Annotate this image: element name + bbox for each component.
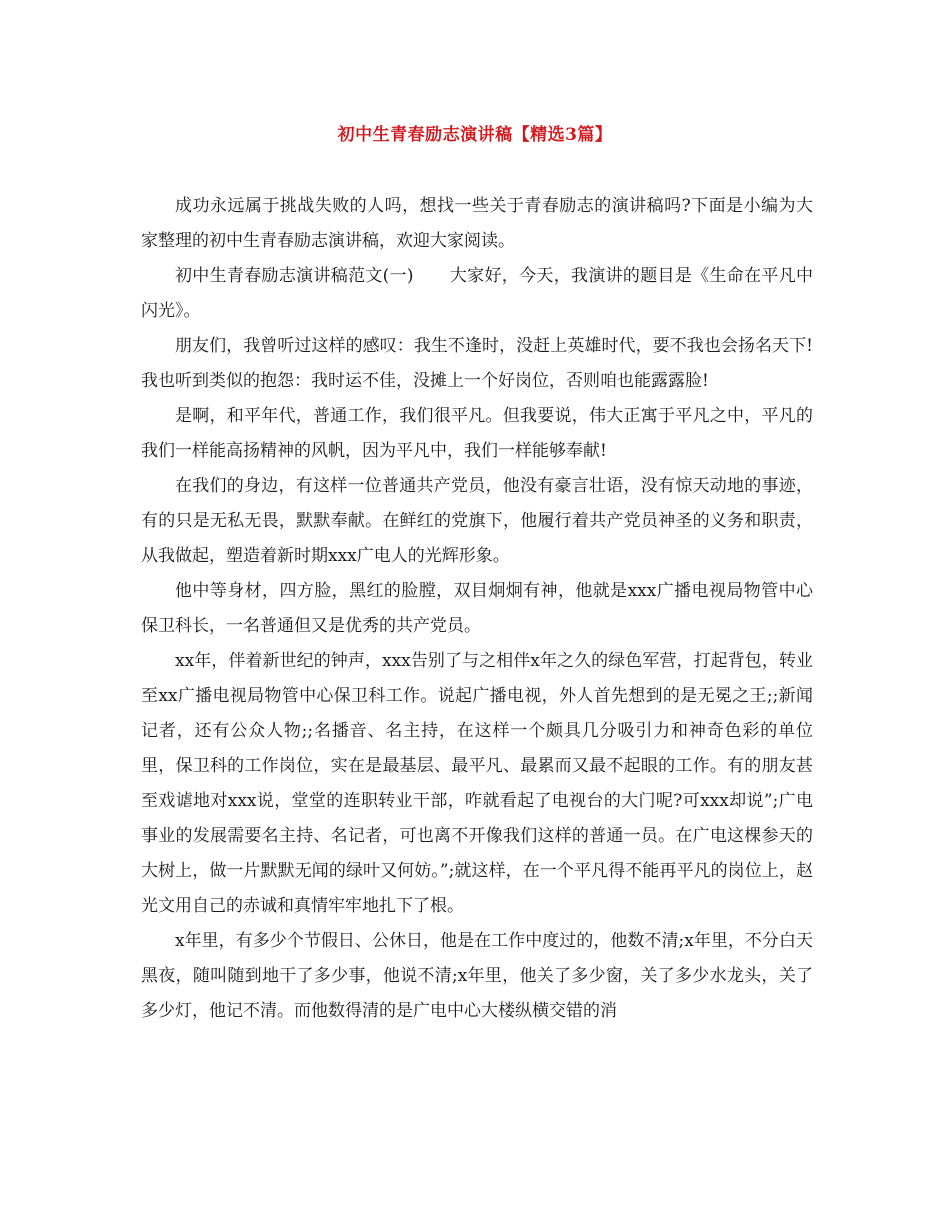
- paragraph-heading-line: [141, 259, 813, 329]
- paragraph-years: x年里，有多少个节假日、公休日，他是在工作中度过的，他数不清;x年里，不分白天黑夜，随叫随到地干了多少事，他说不清;x年里，他关了多少窗，关了多少水龙头，关了多少灯，他记不清。而他数得清的是广电中心大楼纵横交错的消: [141, 931, 813, 1021]
- paragraph-friends: 朋友们，我曾听过这样的感叹：我生不逢时，没赶上英雄时代，要不我也会扬名天下!我也听到类似的抱怨：我时运不佳，没摊上一个好岗位，否则咱也能露露脸!: [141, 336, 813, 391]
- document-title: 初中生青春励志演讲稿【精选3篇】: [337, 125, 613, 145]
- section-heading: 初中生青春励志演讲稿范文(一): [175, 266, 414, 286]
- speech-opening: 大家好，今天，我演讲的题目是《生命在平凡中闪光》。: [141, 266, 814, 321]
- document-body: [141, 189, 813, 1029]
- paragraph-career: xx年，伴着新世纪的钟声，xxx告别了与之相伴x年之久的绿色军营，打起背包，转业至xx广播电视局物管中心保卫科工作。说起广播电视，外人首先想到的是无冕之王;;新闻记者，还有公众人物;;名播音、名主持，在这样一个颇具几分吸引力和神奇色彩的单位里，保卫科的工作岗位，实在是最基层、最平凡、最累而又最不起眼的工作。有的朋友甚至戏谑地对xxx说，堂堂的连职转业干部，咋就看起了电视台的大门呢?可xxx却说”;广电事业的发展需要名主持、名记者，可也离不开像我们这样的普通一员。在广电这棵参天的大树上，做一片默默无闻的绿叶又何妨。”;就这样，在一个平凡得不能再平凡的岗位上，赵光文用自己的赤诚和真情牢牢地扎下了根。: [141, 651, 813, 916]
- paragraph-party-member: 在我们的身边，有这样一位普通共产党员，他没有豪言壮语，没有惊天动地的事迹，有的只是无私无畏，默默奉献。在鲜红的党旗下，他履行着共产党员神圣的义务和职责，从我做起，塑造着新时期xxx广电人的光辉形象。: [141, 476, 813, 566]
- paragraph-description: 他中等身材，四方脸，黑红的脸膛，双目炯炯有神，他就是xxx广播电视局物管中心保卫科长，一名普通但又是优秀的共产党员。: [141, 581, 813, 636]
- paragraph-intro: 成功永远属于挑战失败的人吗，想找一些关于青春励志的演讲稿吗?下面是小编为大家整理的初中生青春励志演讲稿，欢迎大家阅读。: [141, 196, 813, 251]
- paragraph-ordinary: 是啊，和平年代，普通工作，我们很平凡。但我要说，伟大正寓于平凡之中，平凡的我们一样能高扬精神的风帆，因为平凡中，我们一样能够奉献!: [141, 406, 813, 461]
